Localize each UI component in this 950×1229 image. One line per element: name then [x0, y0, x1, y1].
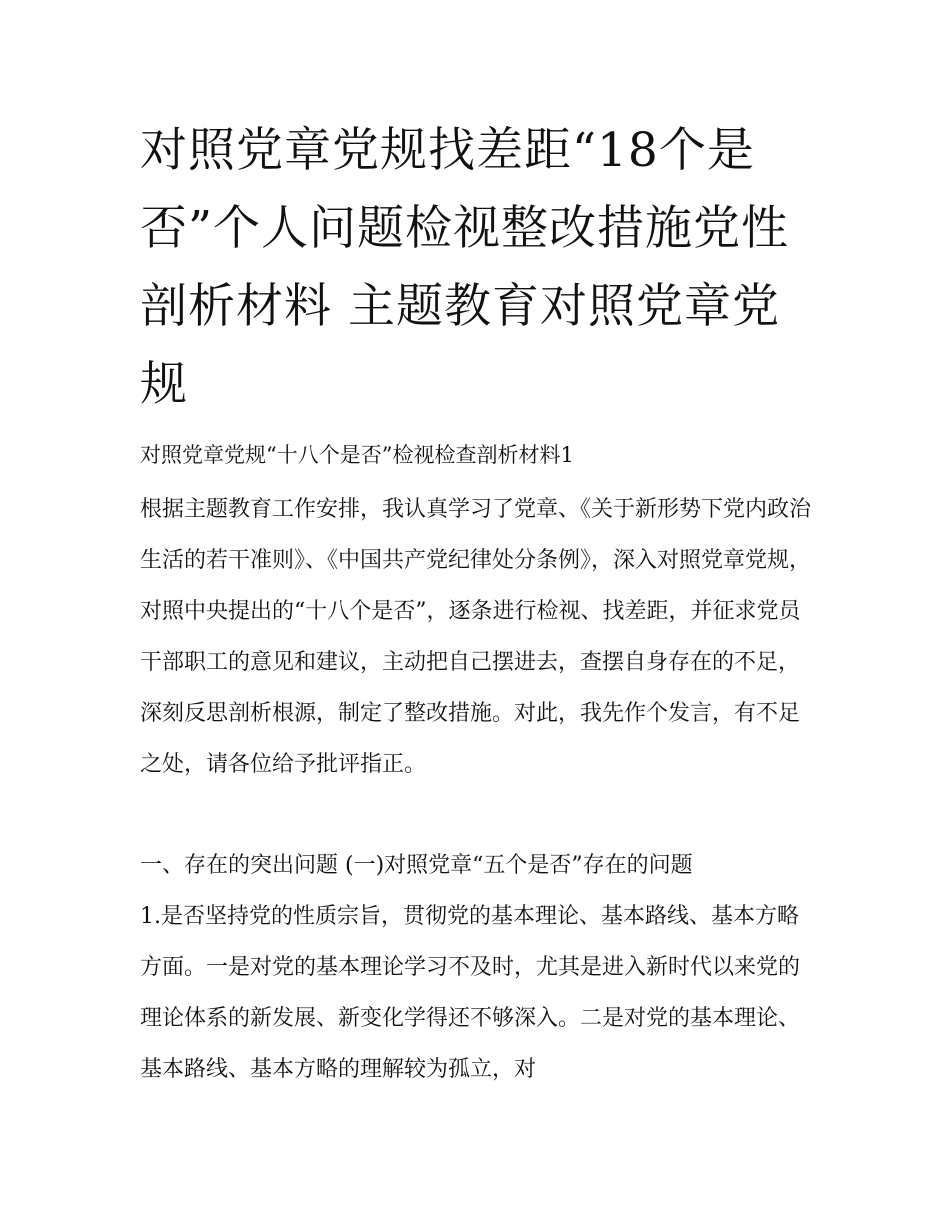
section-heading: 一、存在的突出问题 (一)对照党章“五个是否”存在的问题 [140, 853, 693, 878]
document-title: 对照党章党规找差距“18个是否”个人问题检视整改措施党性剖析材料 主题教育对照党章党规 [140, 123, 790, 412]
intro-paragraph: 根据主题教育工作安排，我认真学习了党章、《关于新形势下党内政治生活的若干准则》、《中国共产党纪律处分条例》，深入对照党章党规，对照中央提出的“十八个是否”，逐条进行检视、找差距，并征求党员干部职工的意见和建议，主动把自己摆进去，查摆自身存在的不足，深刻反思剖析根源，制定了整改措施。对此，我先作个发言，有不足之处，请各位给予批评指正。 [140, 497, 812, 777]
document-subtitle: 对照党章党规“十八个是否”检视检查剖析材料1 [140, 443, 574, 467]
item-paragraph: 1.是否坚持党的性质宗旨，贯彻党的基本理论、基本路线、基本方略方面。一是对党的基本理论学习不及时，尤其是进入新时代以来党的理论体系的新发展、新变化学得还不够深入。二是对党的基本理论、基本路线、基本方略的理解较为孤立，对 [140, 904, 801, 1082]
